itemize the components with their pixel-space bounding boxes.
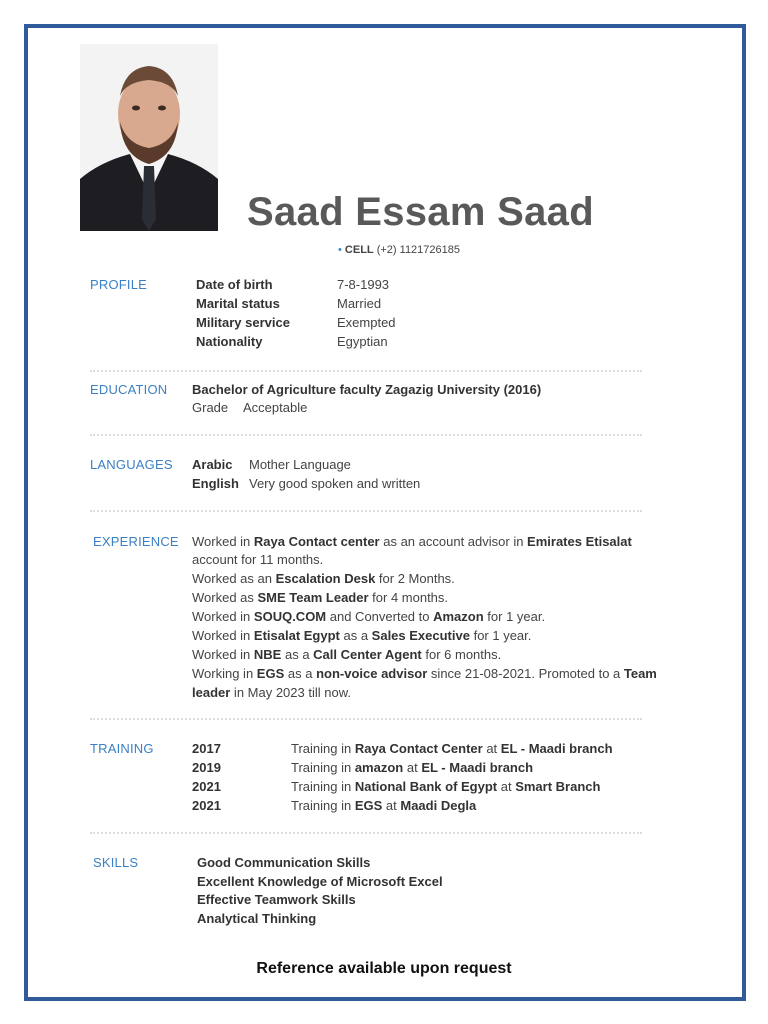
grade-label: Grade xyxy=(192,400,229,415)
bold-text: EGS xyxy=(354,798,383,813)
experience-line xyxy=(192,590,448,605)
bold-text: Maadi Degla xyxy=(400,798,477,813)
text: as an account advisor in xyxy=(379,534,528,549)
bold-text: Smart Branch xyxy=(515,779,601,794)
contact-line xyxy=(338,244,460,256)
training-year: 2017 xyxy=(192,741,221,756)
language-name: Arabic xyxy=(192,457,233,472)
section-title-training: TRAINING xyxy=(90,741,154,756)
skill-item: Effective Teamwork Skills xyxy=(197,892,356,907)
language-row xyxy=(192,457,351,472)
training-detail xyxy=(291,779,600,794)
experience-line xyxy=(192,628,531,643)
bold-text: SOUQ.COM xyxy=(253,609,327,624)
text: Training in xyxy=(291,779,355,794)
training-detail xyxy=(291,798,476,813)
education-degree: Bachelor of Agriculture faculty Zagazig University (2016) xyxy=(192,382,542,397)
text: as a xyxy=(339,628,372,643)
text: Training in xyxy=(291,741,355,756)
bold-text: amazon xyxy=(354,760,404,775)
bold-text: EL - Maadi branch xyxy=(421,760,534,775)
text: for 6 months. xyxy=(421,647,502,662)
text: as a xyxy=(281,647,314,662)
section-title-education: EDUCATION xyxy=(90,382,168,397)
profile-value: Married xyxy=(337,296,382,311)
profile-row xyxy=(196,277,389,292)
training-year: 2021 xyxy=(192,779,221,794)
bold-text: Etisalat Egypt xyxy=(253,628,340,643)
bold-text: Escalation Desk xyxy=(275,571,376,586)
section-divider xyxy=(90,510,642,512)
profile-key: Date of birth xyxy=(196,277,273,292)
candidate-name: Saad Essam Saad xyxy=(247,190,594,234)
profile-value: 7-8-1993 xyxy=(337,277,390,292)
text: in May 2023 till now. xyxy=(230,685,351,700)
bold-text: non-voice advisor xyxy=(316,666,428,681)
skill-item: Good Communication Skills xyxy=(197,855,371,870)
text: Worked in xyxy=(192,628,254,643)
experience-line xyxy=(192,552,323,567)
bold-text: Raya Contact Center xyxy=(354,741,483,756)
profile-photo xyxy=(80,44,218,231)
reference-note: Reference available upon request xyxy=(256,960,512,977)
text: Worked in xyxy=(192,609,254,624)
training-year: 2019 xyxy=(192,760,221,775)
training-detail xyxy=(291,741,613,756)
bold-text: Team xyxy=(623,666,657,681)
text: as a xyxy=(284,666,317,681)
text: Training in xyxy=(291,760,355,775)
section-title-languages: LANGUAGES xyxy=(90,457,173,472)
section-divider xyxy=(90,434,642,436)
text: at xyxy=(497,779,516,794)
text: Worked in xyxy=(192,647,254,662)
text: Training in xyxy=(291,798,355,813)
text: Working in xyxy=(192,666,257,681)
text: Worked as xyxy=(192,590,258,605)
experience-line xyxy=(192,647,501,662)
bold-text: SME Team Leader xyxy=(257,590,369,605)
profile-key: Marital status xyxy=(196,296,280,311)
profile-row xyxy=(196,334,388,349)
text: for 2 Months. xyxy=(375,571,455,586)
section-divider xyxy=(90,370,642,372)
text: for 1 year. xyxy=(483,609,546,624)
profile-key: Military service xyxy=(196,315,290,330)
training-detail xyxy=(291,760,533,775)
language-row xyxy=(192,476,420,491)
skill-item: Excellent Knowledge of Microsoft Excel xyxy=(197,874,443,889)
experience-line xyxy=(192,666,657,681)
skill-item: Analytical Thinking xyxy=(197,911,317,926)
profile-value: Exempted xyxy=(337,315,396,330)
bold-text: Sales Executive xyxy=(371,628,470,643)
section-title-experience: EXPERIENCE xyxy=(93,534,179,549)
section-divider xyxy=(90,718,642,720)
bold-text: Call Center Agent xyxy=(313,647,422,662)
section-divider xyxy=(90,832,642,834)
experience-line xyxy=(192,534,632,549)
text: and Converted to xyxy=(326,609,434,624)
bold-text: EGS xyxy=(256,666,285,681)
text: at xyxy=(403,760,422,775)
text: for 4 months. xyxy=(368,590,449,605)
profile-row xyxy=(196,296,381,311)
bold-text: National Bank of Egypt xyxy=(354,779,498,794)
profile-key: Nationality xyxy=(196,334,263,349)
language-name: English xyxy=(192,476,239,491)
text: at xyxy=(382,798,401,813)
education-grade xyxy=(192,400,307,415)
experience-line xyxy=(192,685,351,700)
text: Worked as an xyxy=(192,571,276,586)
bullet-icon: • xyxy=(338,244,342,256)
bold-text: Amazon xyxy=(433,609,484,624)
training-year: 2021 xyxy=(192,798,221,813)
contact-label: CELL xyxy=(344,244,374,256)
experience-line xyxy=(192,609,545,624)
experience-line xyxy=(192,571,455,586)
language-level: Mother Language xyxy=(249,457,351,472)
bold-text: Raya Contact center xyxy=(253,534,380,549)
text: Worked in xyxy=(192,534,254,549)
profile-value: Egyptian xyxy=(337,334,388,349)
text: account for 11 months. xyxy=(192,552,324,567)
section-title-skills: SKILLS xyxy=(93,855,139,870)
bold-text: EL - Maadi branch xyxy=(500,741,613,756)
language-level: Very good spoken and written xyxy=(249,476,421,491)
text: for 1 year. xyxy=(469,628,532,643)
text: at xyxy=(482,741,501,756)
bold-text: Emirates Etisalat xyxy=(527,534,632,549)
section-title-profile: PROFILE xyxy=(90,277,148,292)
profile-row xyxy=(196,315,396,330)
grade-value: Acceptable xyxy=(243,400,308,415)
text: since 21-08-2021. Promoted to a xyxy=(427,666,624,681)
bold-text: leader xyxy=(192,685,231,700)
contact-phone: (+2) 1121726185 xyxy=(376,244,461,256)
bold-text: NBE xyxy=(253,647,282,662)
